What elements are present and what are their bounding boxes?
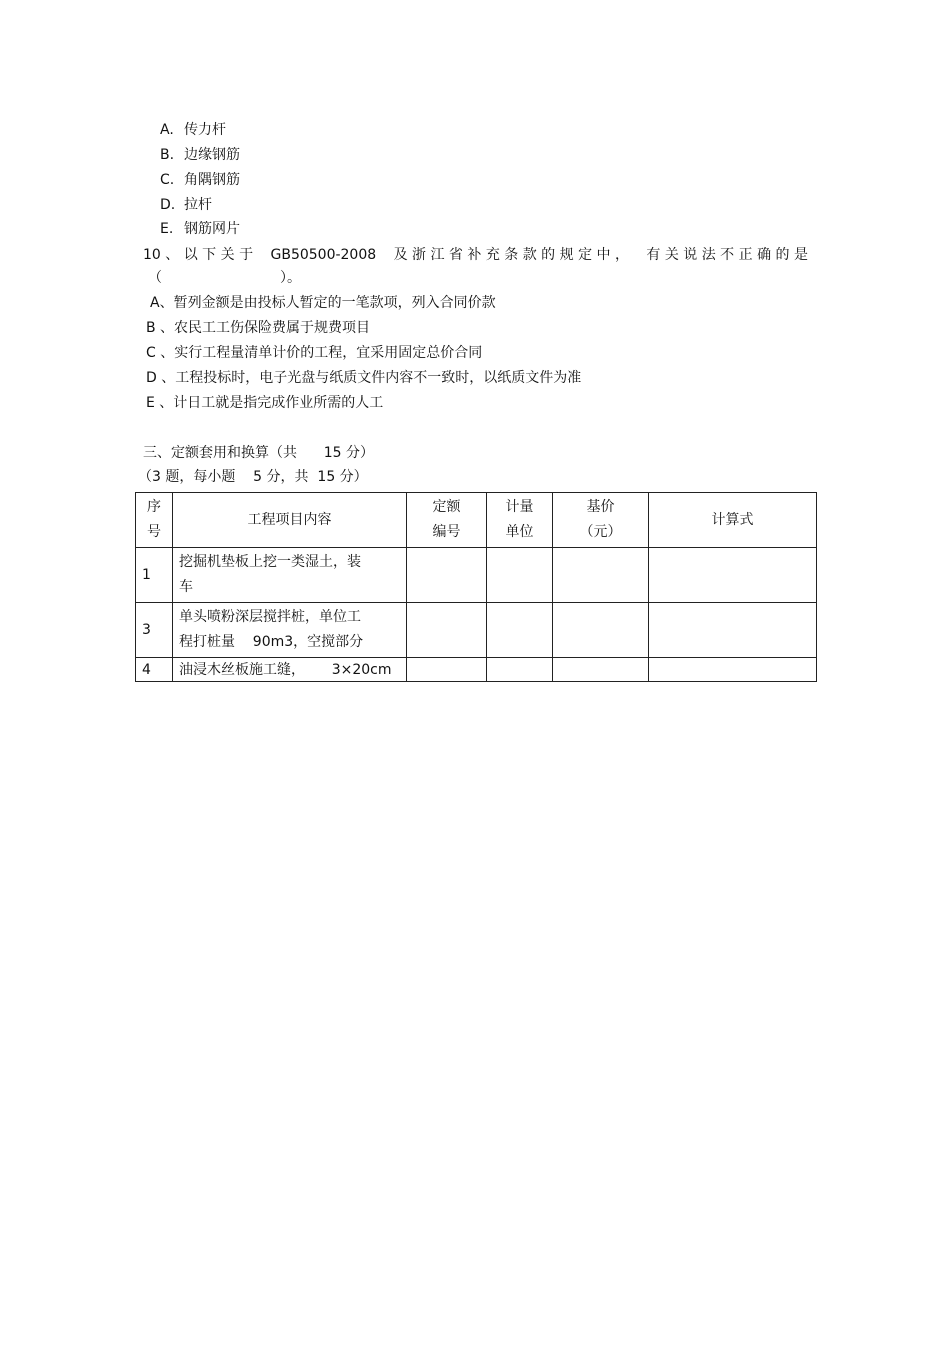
header-code bbox=[407, 493, 487, 548]
row-price-cell[interactable] bbox=[553, 603, 649, 658]
row-code-cell[interactable] bbox=[407, 548, 487, 603]
row-seq: 3 bbox=[136, 603, 173, 658]
option-letter: E. bbox=[160, 221, 174, 237]
q9-option-c bbox=[160, 170, 240, 190]
table-header-row bbox=[136, 493, 817, 548]
table-row bbox=[136, 658, 817, 682]
header-price-line: 基价 bbox=[586, 499, 615, 515]
header-price bbox=[553, 493, 649, 548]
row-seq: 1 bbox=[136, 548, 173, 603]
header-code-line: 编号 bbox=[432, 524, 461, 540]
row-price-cell[interactable] bbox=[553, 548, 649, 603]
option-letter: A. bbox=[160, 122, 174, 138]
q10-option-a: A、暂列金额是由投标人暂定的一笔款项，列入合同价款 bbox=[150, 295, 496, 311]
header-unit-line: 单位 bbox=[505, 524, 534, 540]
row-content bbox=[173, 658, 407, 682]
table-row bbox=[136, 548, 817, 603]
header-unit-line: 计量 bbox=[505, 499, 534, 515]
q10-answer-blank bbox=[148, 268, 301, 288]
q10-option-c: C 、实行工程量清单计价的工程，宜采用固定总价合同 bbox=[146, 345, 483, 361]
row-content bbox=[173, 603, 407, 658]
header-seq-line: 序 bbox=[147, 499, 161, 515]
row-content bbox=[173, 548, 407, 603]
row-code-cell[interactable] bbox=[407, 658, 487, 682]
header-seq bbox=[136, 493, 173, 548]
header-seq-line: 号 bbox=[147, 524, 161, 540]
q10-option-b: B 、农民工工伤保险费属于规费项目 bbox=[146, 320, 371, 336]
q10-stem-part: 10 、 以 下 关 于 bbox=[143, 247, 254, 263]
row-code-cell[interactable] bbox=[407, 603, 487, 658]
row-content-line: 车 bbox=[179, 579, 193, 595]
option-text: 拉杆 bbox=[184, 197, 212, 213]
row-content-line: 油浸木丝板施工缝， 3×20cm bbox=[179, 661, 392, 678]
q10-option-e: E 、计日工就是指完成作业所需的人工 bbox=[146, 395, 384, 411]
blank-close: ）。 bbox=[280, 270, 301, 286]
row-content-line: 挖掘机垫板上挖一类湿土，装 bbox=[179, 554, 361, 570]
row-content-line: 程打桩量 90m3，空搅部分 bbox=[179, 634, 364, 650]
row-unit-cell[interactable] bbox=[487, 658, 553, 682]
row-seq: 4 bbox=[136, 658, 173, 682]
option-text: 边缘钢筋 bbox=[184, 147, 240, 163]
q10-stem bbox=[143, 245, 808, 265]
header-formula: 计算式 bbox=[649, 493, 817, 548]
option-letter: B. bbox=[160, 147, 175, 163]
option-text: 角隅钢筋 bbox=[184, 172, 240, 188]
row-formula-cell[interactable] bbox=[649, 603, 817, 658]
quota-table bbox=[135, 492, 817, 682]
row-formula-cell[interactable] bbox=[649, 658, 817, 682]
q9-option-a bbox=[160, 120, 226, 140]
section-subtitle: （3 题，每小题 5 分，共 15 分） bbox=[138, 469, 368, 485]
row-unit-cell[interactable] bbox=[487, 548, 553, 603]
q10-option-d: D 、工程投标时，电子光盘与纸质文件内容不一致时，以纸质文件为准 bbox=[146, 370, 582, 386]
q10-stem-part: GB50500-2008 bbox=[270, 247, 377, 263]
q10-stem-part: 及 浙 江 省 补 充 条 款 的 规 定 中 ， bbox=[393, 247, 629, 263]
q9-option-d bbox=[160, 195, 212, 215]
row-unit-cell[interactable] bbox=[487, 603, 553, 658]
section-title: 三、定额套用和换算（共 15 分） bbox=[143, 445, 374, 461]
q10-stem-part: 有 关 说 法 不 正 确 的 是 bbox=[646, 247, 808, 263]
table-row bbox=[136, 603, 817, 658]
option-text: 传力杆 bbox=[184, 122, 226, 138]
header-code-line: 定额 bbox=[432, 499, 461, 515]
option-letter: C. bbox=[160, 172, 175, 188]
blank-open: （ bbox=[148, 270, 162, 286]
row-content-line: 单头喷粉深层搅拌桩，单位工 bbox=[179, 609, 361, 625]
option-text: 钢筋网片 bbox=[184, 221, 240, 237]
header-price-line: （元） bbox=[579, 524, 622, 540]
header-content: 工程项目内容 bbox=[173, 493, 407, 548]
q9-option-b bbox=[160, 145, 240, 165]
row-formula-cell[interactable] bbox=[649, 548, 817, 603]
option-letter: D. bbox=[160, 197, 176, 213]
q9-option-e bbox=[160, 219, 240, 239]
header-unit bbox=[487, 493, 553, 548]
row-price-cell[interactable] bbox=[553, 658, 649, 682]
